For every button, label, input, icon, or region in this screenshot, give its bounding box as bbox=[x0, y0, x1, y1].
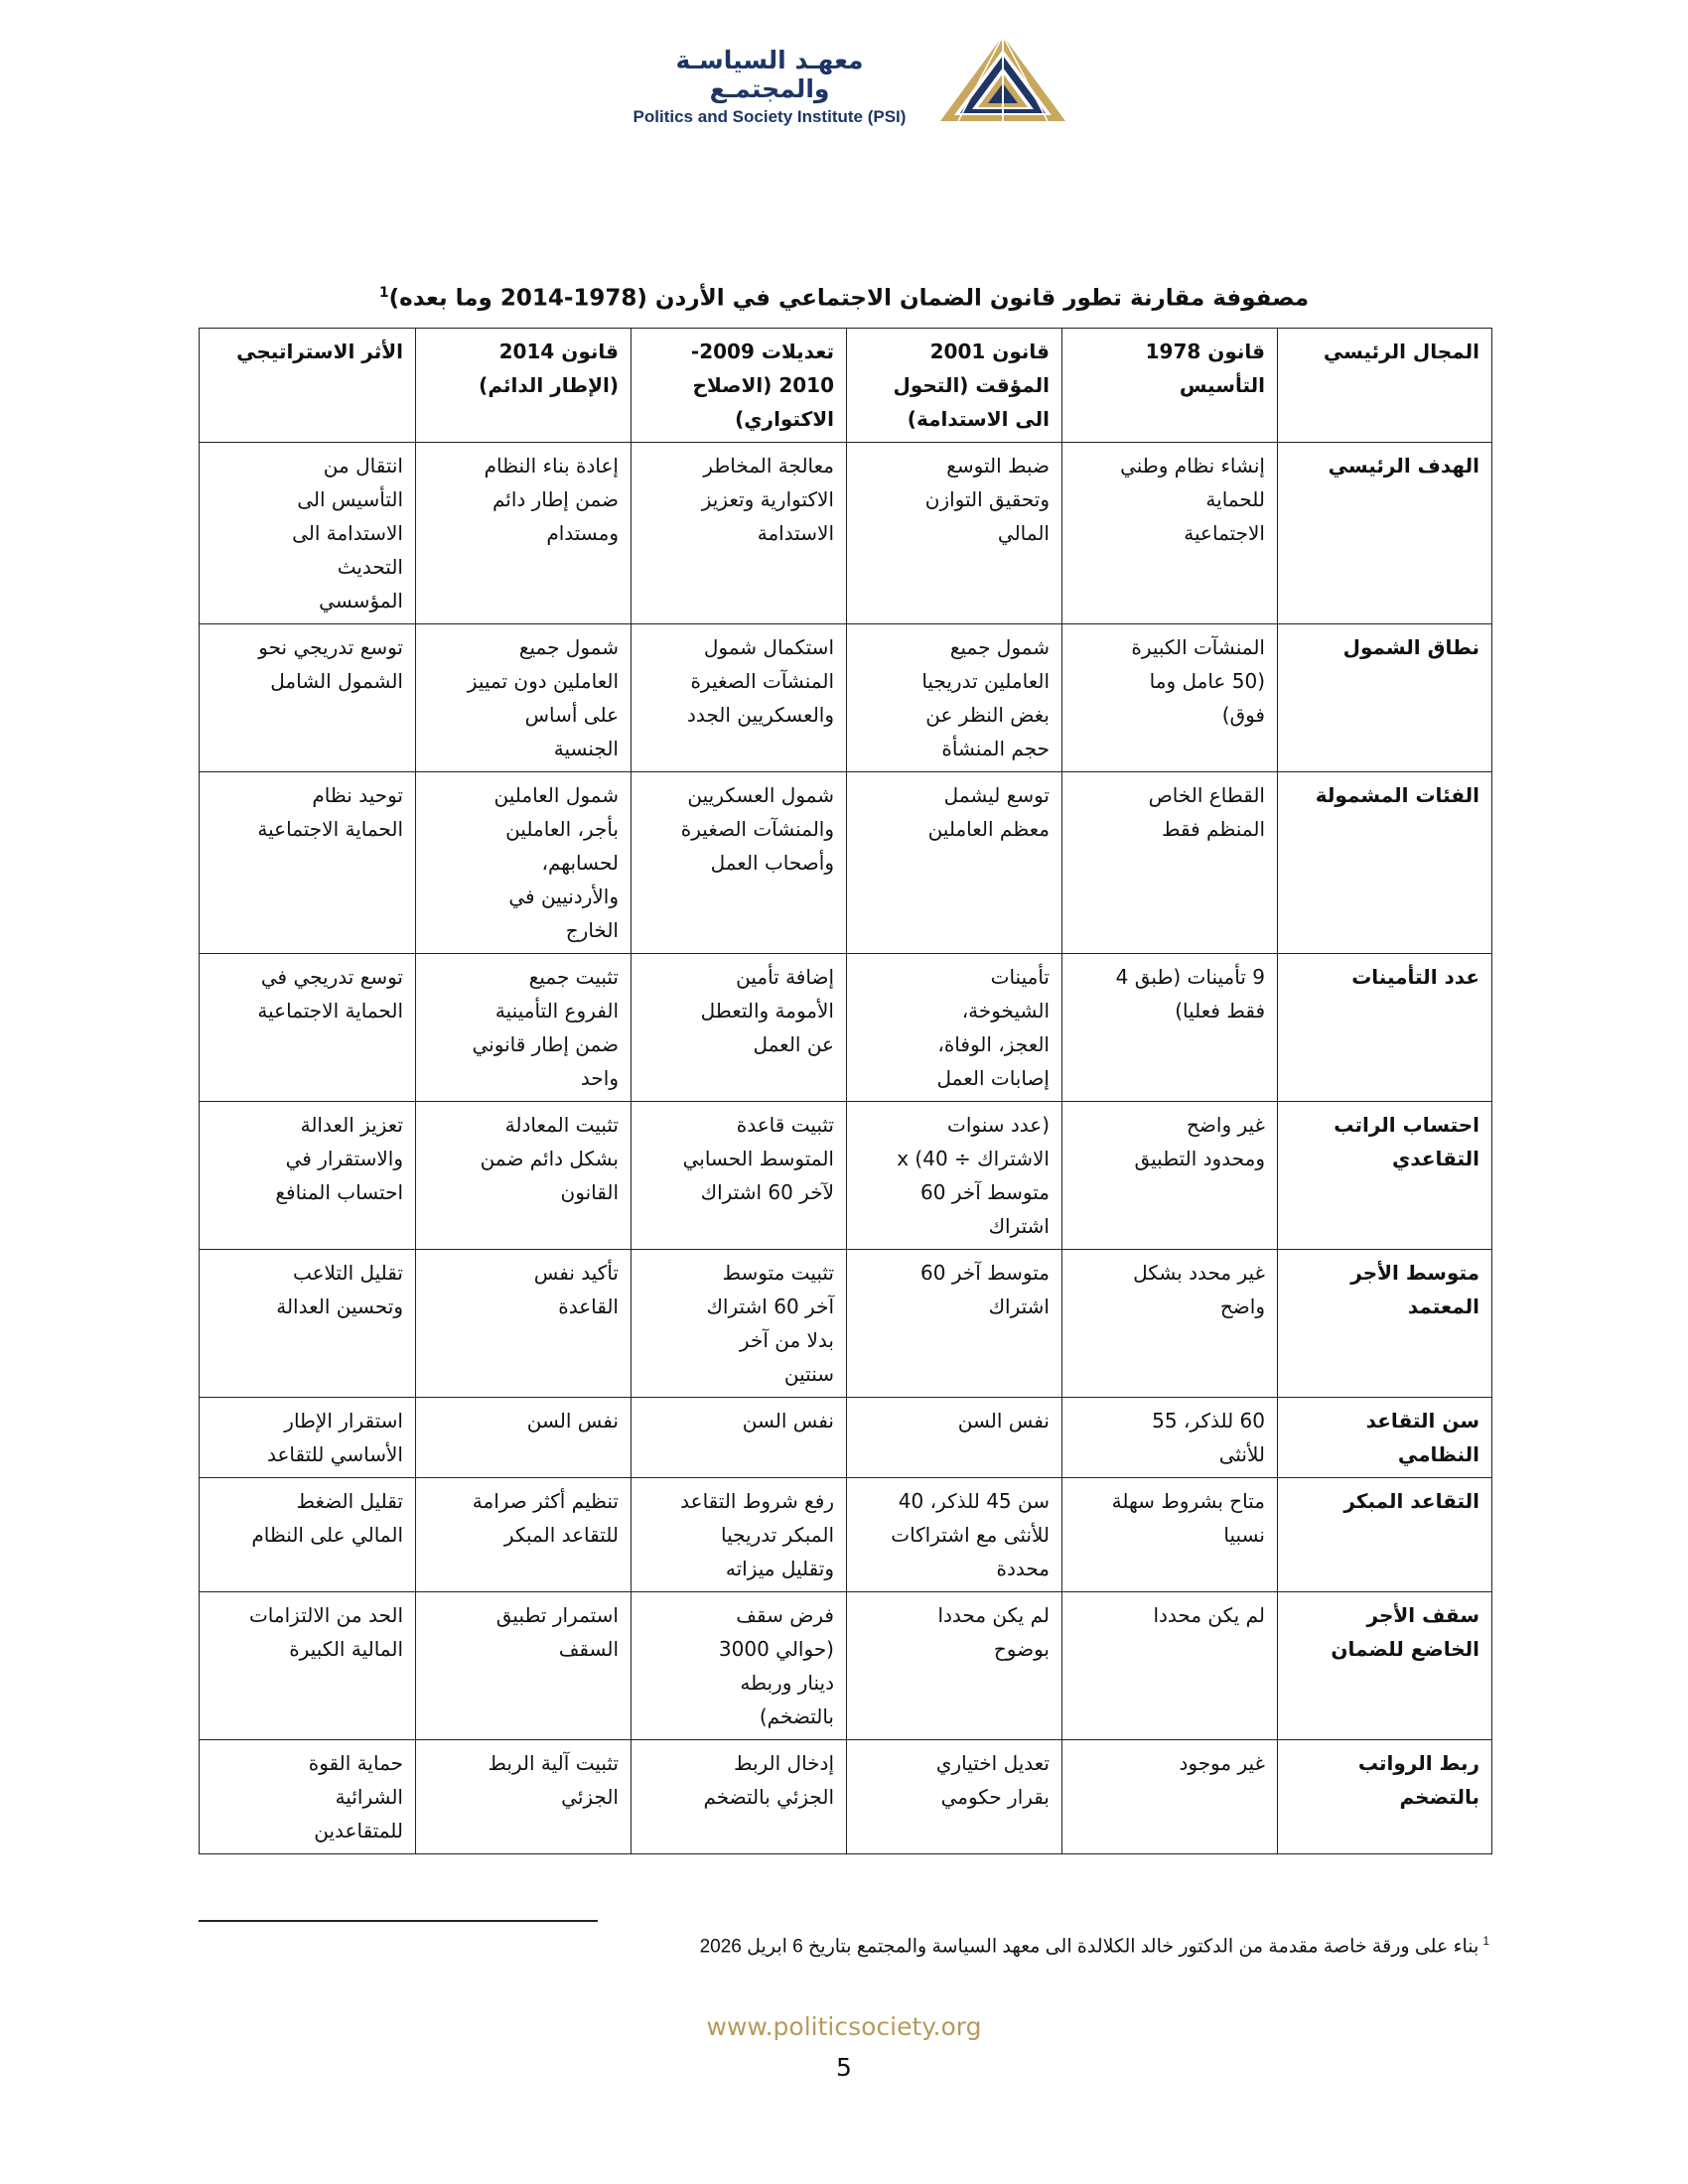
table-cell bbox=[200, 1478, 416, 1592]
cell-line: تثبيت المعادلة bbox=[504, 1113, 619, 1137]
cell-line: على أساس bbox=[524, 703, 619, 727]
footnote-number: 1 bbox=[1482, 1934, 1489, 1948]
cell-line: لم يكن محددا bbox=[937, 1603, 1050, 1627]
cell-line: شمول جميع bbox=[518, 635, 619, 659]
cell-line: التحديث bbox=[337, 555, 403, 579]
table-cell bbox=[416, 954, 632, 1102]
cell-line: سن 45 للذكر، 40 bbox=[898, 1489, 1050, 1513]
cell-line: وتحسين العدالة bbox=[276, 1295, 403, 1318]
cell-line: الحماية الاجتماعية bbox=[257, 817, 403, 841]
column-header-line: المجال الرئيسي bbox=[1323, 340, 1479, 363]
cell-line: فقط فعليا) bbox=[1175, 999, 1265, 1023]
row-header-cell bbox=[1278, 1592, 1492, 1740]
cell-line: توحيد نظام bbox=[312, 783, 403, 807]
column-header-line: التأسيس bbox=[1179, 373, 1265, 397]
website-link[interactable]: www.politicsociety.org bbox=[706, 2012, 982, 2041]
cell-line: دينار وربطه bbox=[740, 1671, 834, 1695]
cell-line: بدلا من آخر bbox=[739, 1328, 834, 1352]
table-cell bbox=[847, 1740, 1062, 1854]
cell-line: الحماية الاجتماعية bbox=[257, 999, 403, 1023]
table-cell bbox=[200, 1102, 416, 1250]
cell-line: القطاع الخاص bbox=[1148, 783, 1265, 807]
row-header-cell bbox=[1278, 954, 1492, 1102]
cell-line: بأجر، العاملين bbox=[505, 817, 619, 841]
column-header bbox=[632, 329, 847, 443]
cell-line: نفس السن bbox=[957, 1409, 1050, 1433]
cell-line: المنشآت الكبيرة bbox=[1131, 635, 1265, 659]
cell-line: احتساب الراتب bbox=[1334, 1113, 1479, 1137]
cell-line: والعسكريين الجدد bbox=[686, 703, 834, 727]
row-header-cell bbox=[1278, 1102, 1492, 1250]
cell-line: المالية الكبيرة bbox=[289, 1637, 403, 1661]
logo-english-name: Politics and Society Institute (PSI) bbox=[633, 107, 907, 126]
cell-line: إعادة بناء النظام bbox=[484, 454, 619, 478]
footnote-divider bbox=[199, 1920, 598, 1922]
cell-line: إصابات العمل bbox=[936, 1066, 1050, 1090]
cell-line: السقف bbox=[558, 1637, 619, 1661]
table-cell bbox=[632, 1398, 847, 1478]
cell-line: الشيخوخة، bbox=[961, 999, 1050, 1023]
cell-line: نفس السن bbox=[526, 1409, 619, 1433]
table-cell bbox=[1062, 1250, 1278, 1398]
cell-line: سنتين bbox=[783, 1362, 834, 1386]
cell-line: متوسط آخر 60 bbox=[920, 1180, 1050, 1204]
table-cell bbox=[416, 443, 632, 624]
cell-line: تنظيم أكثر صرامة bbox=[472, 1489, 619, 1513]
cell-line: حجم المنشأة bbox=[941, 737, 1050, 760]
column-header-line: قانون 2014 bbox=[498, 340, 619, 363]
column-header bbox=[200, 329, 416, 443]
cell-line: الجزئي بالتضخم bbox=[703, 1785, 834, 1809]
table-cell bbox=[632, 1250, 847, 1398]
cell-line: تقليل الضغط bbox=[296, 1489, 403, 1513]
cell-line: متوسط آخر 60 bbox=[920, 1261, 1050, 1285]
cell-line: تعزيز العدالة bbox=[300, 1113, 403, 1137]
row-header-cell bbox=[1278, 624, 1492, 772]
table-cell bbox=[632, 1740, 847, 1854]
cell-line: الجزئي bbox=[561, 1785, 619, 1809]
cell-line: تقليل التلاعب bbox=[292, 1261, 403, 1285]
table-cell bbox=[416, 624, 632, 772]
cell-line: إدخال الربط bbox=[733, 1751, 834, 1775]
cell-line: متوسط الأجر bbox=[1350, 1261, 1479, 1285]
column-header-line: قانون 1978 bbox=[1145, 340, 1265, 363]
cell-line: المبكر تدريجيا bbox=[720, 1523, 834, 1547]
table-cell bbox=[847, 1592, 1062, 1740]
table-row bbox=[200, 1398, 1492, 1478]
table-cell bbox=[416, 1398, 632, 1478]
table-cell bbox=[200, 443, 416, 624]
table-cell bbox=[847, 1478, 1062, 1592]
table-row bbox=[200, 954, 1492, 1102]
table-cell bbox=[416, 1102, 632, 1250]
table-cell bbox=[200, 624, 416, 772]
cell-line: النظامي bbox=[1397, 1442, 1479, 1466]
cell-line: إنشاء نظام وطني bbox=[1120, 454, 1265, 478]
cell-line: بالتضخم) bbox=[759, 1705, 834, 1728]
cell-line: متاح بشروط سهلة bbox=[1111, 1489, 1265, 1513]
cell-line: نسبيا bbox=[1223, 1523, 1265, 1547]
cell-line: المؤسسي bbox=[319, 589, 403, 613]
cell-line: ربط الرواتب bbox=[1357, 1751, 1479, 1775]
column-header-line: المؤقت (التحول bbox=[893, 373, 1050, 397]
cell-line: المالي على النظام bbox=[251, 1523, 403, 1547]
cell-line: الاستدامة bbox=[757, 521, 834, 545]
cell-line: القانون bbox=[560, 1180, 619, 1204]
footnote bbox=[199, 1934, 1489, 1958]
cell-line: الجنسية bbox=[553, 737, 619, 760]
table-cell bbox=[847, 443, 1062, 624]
cell-line: سقف الأجر bbox=[1366, 1603, 1479, 1627]
table-cell bbox=[416, 1592, 632, 1740]
pyramid-logo-icon bbox=[938, 34, 1067, 123]
institute-logo bbox=[616, 34, 1072, 126]
cell-line: وأصحاب العمل bbox=[710, 851, 834, 875]
cell-line: شمول جميع bbox=[949, 635, 1050, 659]
cell-line: (عدد سنوات bbox=[946, 1113, 1050, 1137]
cell-line: التقاعد المبكر bbox=[1343, 1489, 1479, 1513]
table-row bbox=[200, 1478, 1492, 1592]
table-cell bbox=[632, 1102, 847, 1250]
cell-line: تثبيت متوسط bbox=[722, 1261, 834, 1285]
cell-line: توسع تدريجي في bbox=[260, 965, 403, 989]
table-cell bbox=[416, 1478, 632, 1592]
table-cell bbox=[200, 1740, 416, 1854]
cell-line: تثبيت جميع bbox=[528, 965, 619, 989]
cell-line: الفروع التأمينية bbox=[494, 999, 619, 1023]
cell-line: الشرائية bbox=[335, 1785, 403, 1809]
cell-line: استقرار الإطار bbox=[284, 1409, 403, 1433]
table-row bbox=[200, 772, 1492, 954]
table-cell bbox=[847, 772, 1062, 954]
cell-line: ضبط التوسع bbox=[946, 454, 1050, 478]
column-header-line: تعديلات 2009- bbox=[690, 340, 834, 363]
table-row bbox=[200, 624, 1492, 772]
cell-line: للأنثى مع اشتراكات bbox=[891, 1523, 1050, 1547]
cell-line: انتقال من bbox=[323, 454, 403, 478]
table-cell bbox=[1062, 772, 1278, 954]
page-number: 5 bbox=[836, 2053, 852, 2082]
cell-line: ضمن إطار دائم bbox=[492, 487, 619, 511]
column-header bbox=[416, 329, 632, 443]
cell-line: الهدف الرئيسي bbox=[1328, 454, 1479, 478]
table-cell bbox=[632, 1478, 847, 1592]
table-cell bbox=[416, 1740, 632, 1854]
cell-line: للحماية bbox=[1205, 487, 1265, 511]
table-cell bbox=[200, 1250, 416, 1398]
cell-line: نطاق الشمول bbox=[1342, 635, 1479, 659]
cell-line: فرض سقف bbox=[736, 1603, 834, 1627]
column-header bbox=[1062, 329, 1278, 443]
table-cell bbox=[847, 1102, 1062, 1250]
cell-line: بشكل دائم ضمن bbox=[480, 1147, 619, 1170]
cell-line: المتوسط الحسابي bbox=[682, 1147, 834, 1170]
row-header-cell bbox=[1278, 1398, 1492, 1478]
cell-line: التقاعدي bbox=[1392, 1147, 1479, 1170]
table-cell bbox=[1062, 1398, 1278, 1478]
table-cell bbox=[1062, 954, 1278, 1102]
cell-line: حماية القوة bbox=[308, 1751, 403, 1775]
cell-line: عدد التأمينات bbox=[1351, 965, 1479, 989]
table-body bbox=[200, 443, 1492, 1854]
cell-line: إضافة تأمين bbox=[736, 965, 834, 989]
cell-line: الاستدامة الى bbox=[292, 521, 403, 545]
table-cell bbox=[847, 624, 1062, 772]
table-cell bbox=[1062, 443, 1278, 624]
cell-line: لآخر 60 اشتراك bbox=[700, 1180, 834, 1204]
cell-line: لحسابهم، bbox=[541, 851, 619, 875]
cell-line: الاكتوارية وتعزيز bbox=[701, 487, 834, 511]
cell-line: آخر 60 اشتراك bbox=[706, 1295, 834, 1318]
cell-line: معظم العاملين bbox=[927, 817, 1050, 841]
table-cell bbox=[632, 772, 847, 954]
cell-line: العجز، الوفاة، bbox=[937, 1032, 1050, 1056]
cell-line: الأساسي للتقاعد bbox=[267, 1442, 403, 1466]
cell-line: للمتقاعدين bbox=[314, 1819, 403, 1843]
cell-line: بغض النظر عن bbox=[925, 703, 1050, 727]
document-title bbox=[199, 285, 1489, 312]
table-cell bbox=[1062, 1740, 1278, 1854]
cell-line: والمنشآت الصغيرة bbox=[680, 817, 834, 841]
cell-line: المالي bbox=[997, 521, 1050, 545]
table-cell bbox=[1062, 1478, 1278, 1592]
document-title-text: مصفوفة مقارنة تطور قانون الضمان الاجتماعي في الأردن (1978-2014 وما بعده) bbox=[388, 285, 1310, 312]
table-row bbox=[200, 1250, 1492, 1398]
cell-line: الشمول الشامل bbox=[270, 669, 403, 693]
cell-line: والاستقرار في bbox=[285, 1147, 403, 1170]
table-cell bbox=[200, 1592, 416, 1740]
cell-line: غير واضح bbox=[1187, 1113, 1265, 1137]
table-row bbox=[200, 443, 1492, 624]
column-header-line: الاكتواري) bbox=[735, 407, 834, 431]
cell-line: اشتراك bbox=[988, 1295, 1050, 1318]
row-header-cell bbox=[1278, 772, 1492, 954]
cell-line: فوق) bbox=[1221, 703, 1265, 727]
cell-line: ومحدود التطبيق bbox=[1134, 1147, 1265, 1170]
row-header-cell bbox=[1278, 1250, 1492, 1398]
cell-line: وتقليل ميزاته bbox=[725, 1557, 834, 1580]
cell-line: شمول العسكريين bbox=[687, 783, 834, 807]
cell-line: الفئات المشمولة bbox=[1315, 783, 1479, 807]
table-cell bbox=[200, 954, 416, 1102]
comparison-matrix-table bbox=[199, 328, 1492, 1854]
table-cell bbox=[416, 1250, 632, 1398]
cell-line: الاجتماعية bbox=[1184, 521, 1265, 545]
cell-line: (حوالي 3000 bbox=[718, 1637, 834, 1661]
cell-line: لم يكن محددا bbox=[1153, 1603, 1265, 1627]
cell-line: العاملين دون تمييز bbox=[467, 669, 619, 693]
cell-line: بالتضخم bbox=[1399, 1785, 1479, 1809]
cell-line: ومستدام bbox=[546, 521, 619, 545]
cell-line: المعتمد bbox=[1407, 1295, 1479, 1318]
cell-line: رفع شروط التقاعد bbox=[680, 1489, 834, 1513]
row-header-cell bbox=[1278, 1740, 1492, 1854]
cell-line: واحد bbox=[580, 1066, 619, 1090]
column-header bbox=[1278, 329, 1492, 443]
table-cell bbox=[632, 954, 847, 1102]
cell-line: القاعدة bbox=[558, 1295, 619, 1318]
cell-line: بوضوح bbox=[993, 1637, 1050, 1661]
cell-line: والأردنيين في bbox=[508, 885, 619, 908]
table-cell bbox=[847, 1250, 1062, 1398]
footnote-reference: 1 bbox=[378, 285, 389, 301]
column-header bbox=[847, 329, 1062, 443]
cell-line: تأكيد نفس bbox=[533, 1261, 619, 1285]
column-header-line: الى الاستدامة) bbox=[907, 407, 1050, 431]
row-header-cell bbox=[1278, 1478, 1492, 1592]
cell-line: الخاضع للضمان bbox=[1331, 1637, 1479, 1661]
table-cell bbox=[1062, 1102, 1278, 1250]
cell-line: (50 عامل وما bbox=[1149, 669, 1265, 693]
cell-line: غير محدد بشكل bbox=[1133, 1261, 1265, 1285]
table-header-row bbox=[200, 329, 1492, 443]
logo-text bbox=[616, 46, 923, 127]
cell-line: محددة bbox=[996, 1557, 1050, 1580]
table-cell bbox=[1062, 624, 1278, 772]
cell-line: الأمومة والتعطل bbox=[700, 999, 834, 1023]
table-row bbox=[200, 1102, 1492, 1250]
cell-line: المنظم فقط bbox=[1162, 817, 1265, 841]
cell-line: 60 للذكر، 55 bbox=[1152, 1409, 1265, 1433]
cell-line: 9 تأمينات (طبق 4 bbox=[1115, 965, 1265, 989]
table-cell bbox=[416, 772, 632, 954]
table-row bbox=[200, 1740, 1492, 1854]
cell-line: تعديل اختياري bbox=[935, 1751, 1050, 1775]
column-header-line: 2010 (الاصلاح bbox=[692, 373, 834, 397]
table-cell bbox=[200, 772, 416, 954]
table-cell bbox=[632, 1592, 847, 1740]
table-cell bbox=[847, 954, 1062, 1102]
cell-line: نفس السن bbox=[742, 1409, 834, 1433]
cell-line: شمول العاملين bbox=[493, 783, 619, 807]
cell-line: استكمال شمول bbox=[703, 635, 834, 659]
column-header-line: الأثر الاستراتيجي bbox=[236, 340, 403, 363]
cell-line: واضح bbox=[1219, 1295, 1265, 1318]
cell-line: للأنثى bbox=[1218, 1442, 1265, 1466]
table-cell bbox=[632, 443, 847, 624]
column-header-line: قانون 2001 bbox=[929, 340, 1050, 363]
logo-arabic-name: معهـد السياسـة والمجتمـع bbox=[675, 46, 864, 103]
cell-line: استمرار تطبيق bbox=[495, 1603, 619, 1627]
cell-line: وتحقيق التوازن bbox=[924, 487, 1050, 511]
cell-line: العاملين تدريجيا bbox=[921, 669, 1050, 693]
cell-line: اشتراك bbox=[988, 1214, 1050, 1238]
cell-line: الاشتراك ÷ 40) x bbox=[897, 1147, 1050, 1170]
table-cell bbox=[632, 624, 847, 772]
cell-line: للتقاعد المبكر bbox=[503, 1523, 619, 1547]
table-cell bbox=[200, 1398, 416, 1478]
cell-line: الخارج bbox=[565, 918, 619, 942]
table-row bbox=[200, 1592, 1492, 1740]
cell-line: التأسيس الى bbox=[297, 487, 403, 511]
row-header-cell bbox=[1278, 443, 1492, 624]
cell-line: بقرار حكومي bbox=[940, 1785, 1050, 1809]
cell-line: عن العمل bbox=[753, 1032, 834, 1056]
cell-line: تثبيت قاعدة bbox=[736, 1113, 834, 1137]
cell-line: ضمن إطار قانوني bbox=[472, 1032, 619, 1056]
cell-line: الحد من الالتزامات bbox=[248, 1603, 403, 1627]
cell-line: احتساب المنافع bbox=[275, 1180, 403, 1204]
cell-line: توسع تدريجي نحو bbox=[258, 635, 403, 659]
cell-line: تأمينات bbox=[990, 965, 1050, 989]
cell-line: معالجة المخاطر bbox=[703, 454, 834, 478]
cell-line: سن التقاعد bbox=[1365, 1409, 1479, 1433]
cell-line: توسع ليشمل bbox=[943, 783, 1050, 807]
cell-line: تثبيت آلية الربط bbox=[488, 1751, 619, 1775]
footnote-text: بناء على ورقة خاصة مقدمة من الدكتور خالد الكلالدة الى معهد السياسة والمجتمع بتاريخ 6 ابريل 2026 bbox=[699, 1936, 1479, 1958]
table-cell bbox=[1062, 1592, 1278, 1740]
column-header-line: (الإطار الدائم) bbox=[479, 373, 619, 397]
cell-line: غير موجود bbox=[1179, 1751, 1265, 1775]
table-cell bbox=[847, 1398, 1062, 1478]
cell-line: المنشآت الصغيرة bbox=[690, 669, 834, 693]
